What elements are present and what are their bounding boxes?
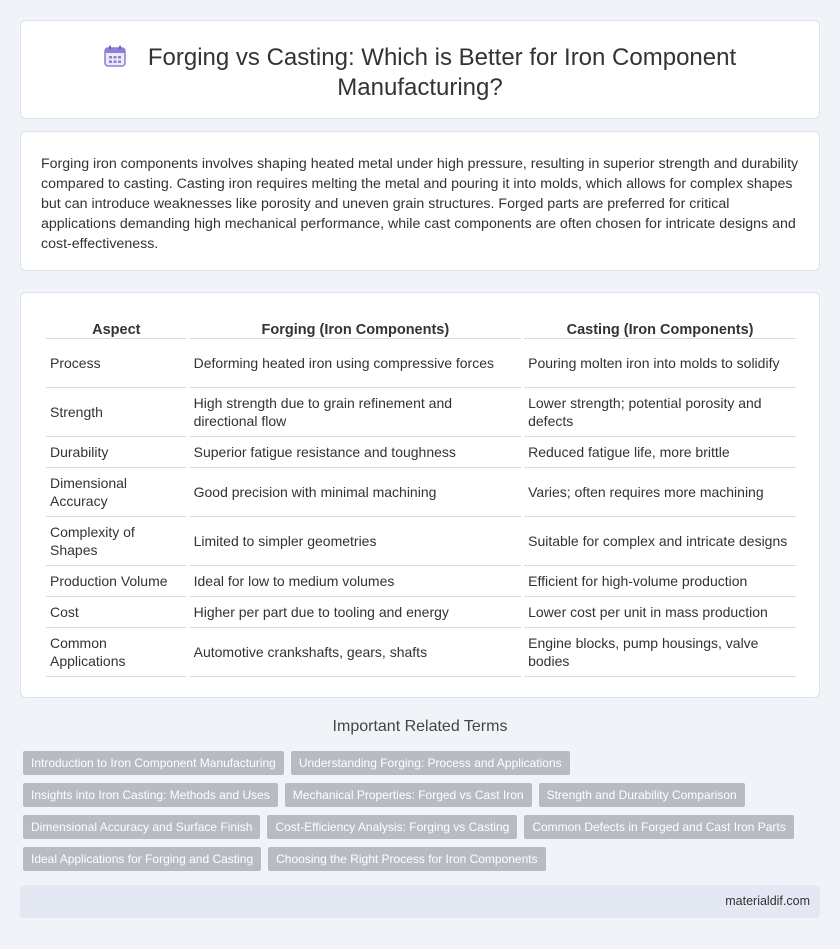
cell-aspect: Dimensional Accuracy [46,468,187,517]
related-tag[interactable]: Understanding Forging: Process and Applications [291,751,570,775]
related-tag[interactable]: Insights into Iron Casting: Methods and Uses [23,783,278,807]
header-aspect: Aspect [46,317,187,339]
cell-forging: Ideal for low to medium volumes [190,566,521,597]
cell-casting: Varies; often requires more machining [524,468,796,517]
cell-casting: Suitable for complex and intricate designs [524,517,796,566]
footer-site-link[interactable]: materialdif.com [725,894,810,908]
cell-casting: Lower strength; potential porosity and defects [524,388,796,437]
comparison-table [43,317,799,677]
cell-aspect: Process [46,339,187,388]
table-row [46,388,796,437]
table-row [46,597,796,628]
table-row [46,566,796,597]
cell-aspect: Cost [46,597,187,628]
related-tag[interactable]: Choosing the Right Process for Iron Components [268,847,545,871]
page-title [21,43,819,103]
cell-forging: Automotive crankshafts, gears, shafts [190,628,521,677]
cell-forging: High strength due to grain refinement and directional flow [190,388,521,437]
cell-forging: Deforming heated iron using compressive forces [190,339,521,388]
table-row [46,517,796,566]
cell-forging: Limited to simpler geometries [190,517,521,566]
table-row [46,339,796,388]
cell-aspect: Production Volume [46,566,187,597]
related-tag[interactable]: Cost-Efficiency Analysis: Forging vs Casting [267,815,517,839]
cell-casting: Engine blocks, pump housings, valve bodies [524,628,796,677]
table-header-row [46,317,796,339]
table-row [46,437,796,468]
footer [20,885,820,918]
cell-aspect: Strength [46,388,187,437]
related-tag[interactable]: Ideal Applications for Forging and Casting [23,847,261,871]
cell-casting: Pouring molten iron into molds to solidify [524,339,796,388]
related-tag[interactable]: Common Defects in Forged and Cast Iron Parts [524,815,793,839]
title-card [20,20,820,119]
page-title-text: Forging vs Casting: Which is Better for Iron Component Manufacturing? [147,44,737,101]
related-tags-row [23,815,794,839]
cell-casting: Lower cost per unit in mass production [524,597,796,628]
comparison-table-card [20,292,820,698]
related-tags-row [23,783,745,807]
cell-aspect: Common Applications [46,628,187,677]
cell-forging: Higher per part due to tooling and energy [190,597,521,628]
related-tag[interactable]: Introduction to Iron Component Manufacturing [23,751,284,775]
cell-aspect: Complexity of Shapes [46,517,187,566]
table-row [46,628,796,677]
cell-forging: Superior fatigue resistance and toughness [190,437,521,468]
intro-card [20,131,820,271]
intro-paragraph: Forging iron components involves shaping heated metal under high pressure, resulting in superior strength and durability compared to casting. Casting iron requires melting the metal and pouring it into molds, which allows for complex shapes but can introduce weaknesses like porosity and uneven grain structures. Forged parts are preferred for critical applications demanding high mechanical performance, while cast components are often chosen for intricate designs and cost-effectiveness. [41,156,799,252]
related-tag[interactable]: Dimensional Accuracy and Surface Finish [23,815,260,839]
cell-casting: Efficient for high-volume production [524,566,796,597]
calendar-icon [104,45,126,67]
header-forging: Forging (Iron Components) [190,317,521,339]
related-tag[interactable]: Strength and Durability Comparison [539,783,745,807]
related-tag[interactable]: Mechanical Properties: Forged vs Cast Iron [285,783,532,807]
table-row [46,468,796,517]
related-tags-row [23,847,546,871]
header-casting: Casting (Iron Components) [524,317,796,339]
cell-forging: Good precision with minimal machining [190,468,521,517]
related-tags-row [23,751,570,775]
cell-aspect: Durability [46,437,187,468]
related-terms-heading: Important Related Terms [332,718,508,735]
cell-casting: Reduced fatigue life, more brittle [524,437,796,468]
